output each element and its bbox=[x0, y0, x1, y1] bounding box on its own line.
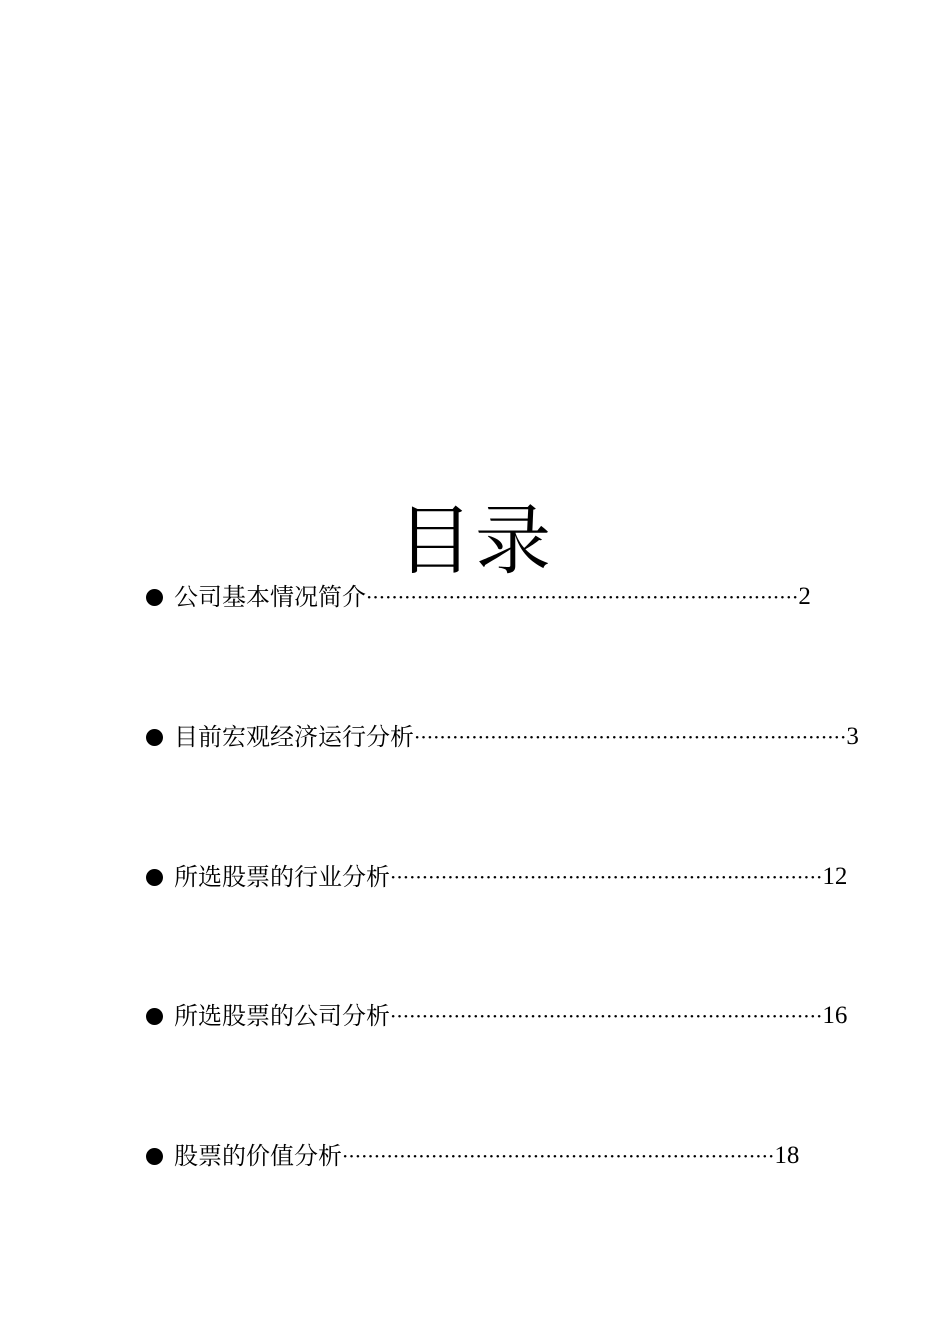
toc-page-number: 16 bbox=[822, 1002, 848, 1029]
toc-entry[interactable] bbox=[146, 860, 848, 894]
bullet-icon bbox=[146, 589, 163, 606]
toc-entry-title: 目前宏观经济运行分析 bbox=[174, 723, 414, 751]
toc-entry[interactable] bbox=[146, 999, 848, 1033]
toc-entry[interactable] bbox=[146, 720, 859, 754]
toc-leader-dots: ···································································· bbox=[414, 725, 847, 749]
toc-leader-dots: ···································································· bbox=[366, 585, 799, 609]
toc-entry[interactable] bbox=[146, 580, 811, 614]
bullet-icon bbox=[146, 1148, 163, 1165]
page-title: 目录 bbox=[397, 496, 553, 585]
toc-entry[interactable] bbox=[146, 1139, 800, 1173]
bullet-icon bbox=[146, 869, 163, 886]
toc-page-number: 18 bbox=[774, 1142, 800, 1169]
toc-leader-dots: ···································································· bbox=[342, 1144, 775, 1168]
toc-page-number: 12 bbox=[822, 863, 848, 890]
bullet-icon bbox=[146, 729, 163, 746]
toc-entry-title: 所选股票的公司分析 bbox=[174, 1002, 390, 1030]
toc-entry-title: 所选股票的行业分析 bbox=[174, 863, 390, 891]
toc-entry-title: 公司基本情况简介 bbox=[174, 583, 366, 611]
toc-page-number: 2 bbox=[798, 583, 811, 610]
toc-page-number: 3 bbox=[846, 723, 859, 750]
bullet-icon bbox=[146, 1008, 163, 1025]
toc-leader-dots: ···································································· bbox=[390, 865, 823, 889]
toc-entry-title: 股票的价值分析 bbox=[174, 1142, 342, 1170]
toc-leader-dots: ···································································· bbox=[390, 1004, 823, 1028]
